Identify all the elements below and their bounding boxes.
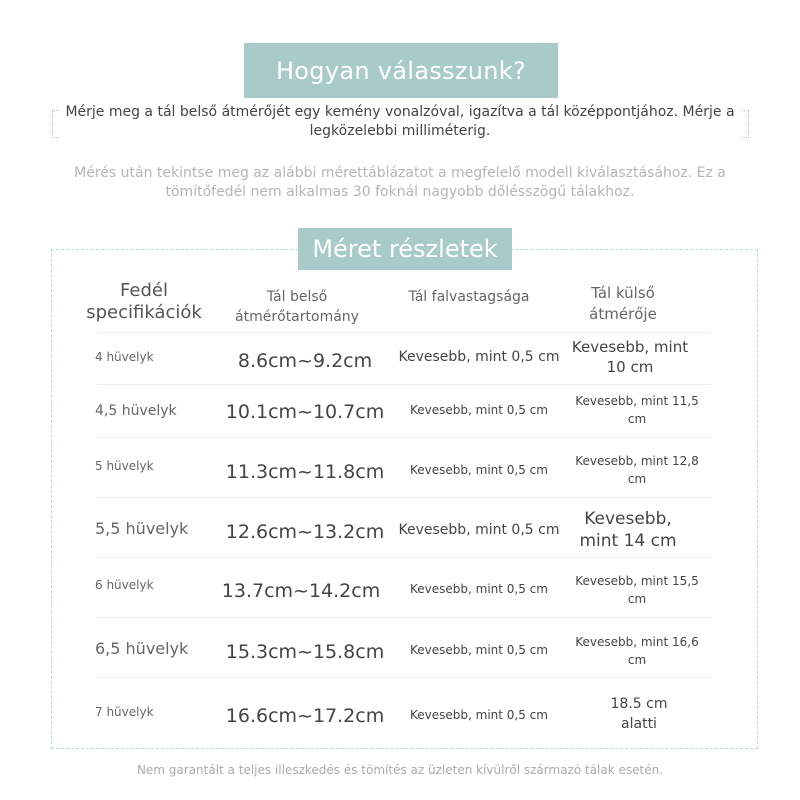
size-details-title: Méret részletek: [298, 228, 512, 270]
row-outer: Kevesebb, mint 12,8 cm: [575, 454, 699, 486]
row-inner-range: 12.6cm~13.2cm: [225, 521, 385, 543]
header-lid-spec: Fedél specifikációk: [86, 280, 202, 323]
row-outer: Kevesebb, mint 15,5 cm: [575, 574, 699, 606]
row-spec: 5 hüvelyk: [95, 459, 154, 473]
row-wall: Kevesebb, mint 0,5 cm: [410, 643, 548, 657]
row-inner-range: 13.7cm~14.2cm: [221, 580, 381, 602]
header-wall-thickness: Tál falvastagsága: [408, 289, 530, 305]
row-spec: 7 hüvelyk: [95, 705, 154, 719]
row-outer: Kevesebb, mint 11,5 cm: [575, 394, 699, 426]
row-wall: Kevesebb, mint 0,5 cm: [410, 403, 548, 417]
row-spec: 5,5 hüvelyk: [95, 518, 189, 538]
row-outer: Kevesebb, mint 16,6 cm: [575, 635, 699, 667]
row-wall: Kevesebb, mint 0,5 cm: [410, 582, 548, 596]
row-wall: Kevesebb, mint 0,5 cm: [410, 708, 548, 722]
row-divider: [97, 617, 711, 618]
row-inner-range: 11.3cm~11.8cm: [225, 461, 385, 483]
row-outer: 18.5 cm alatti: [610, 696, 668, 732]
row-spec: 6 hüvelyk: [95, 578, 154, 592]
selection-note: Mérés után tekintse meg az alábbi mérettáblázatot a megfelelő modell kiválasztásához. Ez a tömítőfedél nem alkalmas 30 foknál nagyobb dőlésszögű tálakhoz.: [74, 165, 726, 200]
page-title: Hogyan válasszunk?: [244, 43, 558, 98]
header-outer-diameter: Tál külső átmérője: [589, 284, 657, 323]
row-wall: Kevesebb, mint 0,5 cm: [398, 349, 560, 365]
row-outer: Kevesebb, mint 10 cm: [571, 338, 689, 376]
row-spec: 4 hüvelyk: [95, 350, 154, 364]
footer-disclaimer: Nem garantált a teljes illeszkedés és tömítés az üzleten kívülről származó tálak esetén.: [136, 763, 664, 777]
row-inner-range: 15.3cm~15.8cm: [225, 641, 385, 663]
row-inner-range: 8.6cm~9.2cm: [237, 350, 373, 372]
row-divider: [97, 437, 711, 438]
header-inner-diameter: Tál belső átmérőtartomány: [235, 289, 359, 325]
row-spec: 6,5 hüvelyk: [95, 638, 189, 658]
row-divider: [97, 677, 711, 678]
row-divider: [97, 384, 711, 385]
row-wall: Kevesebb, mint 0,5 cm: [410, 463, 548, 477]
row-wall: Kevesebb, mint 0,5 cm: [398, 522, 560, 538]
measure-instruction: Mérje meg a tál belső átmérőjét egy kemény vonalzóval, igazítva a tál középpontjához. Mérje a legközelebbi milliméterig.: [65, 104, 735, 139]
row-inner-range: 10.1cm~10.7cm: [225, 401, 385, 423]
row-inner-range: 16.6cm~17.2cm: [225, 705, 385, 727]
row-divider: [97, 497, 711, 498]
row-divider: [97, 557, 711, 558]
row-outer: Kevesebb, mint 14 cm: [579, 509, 677, 551]
row-divider: [97, 332, 711, 333]
row-spec: 4,5 hüvelyk: [95, 403, 177, 419]
